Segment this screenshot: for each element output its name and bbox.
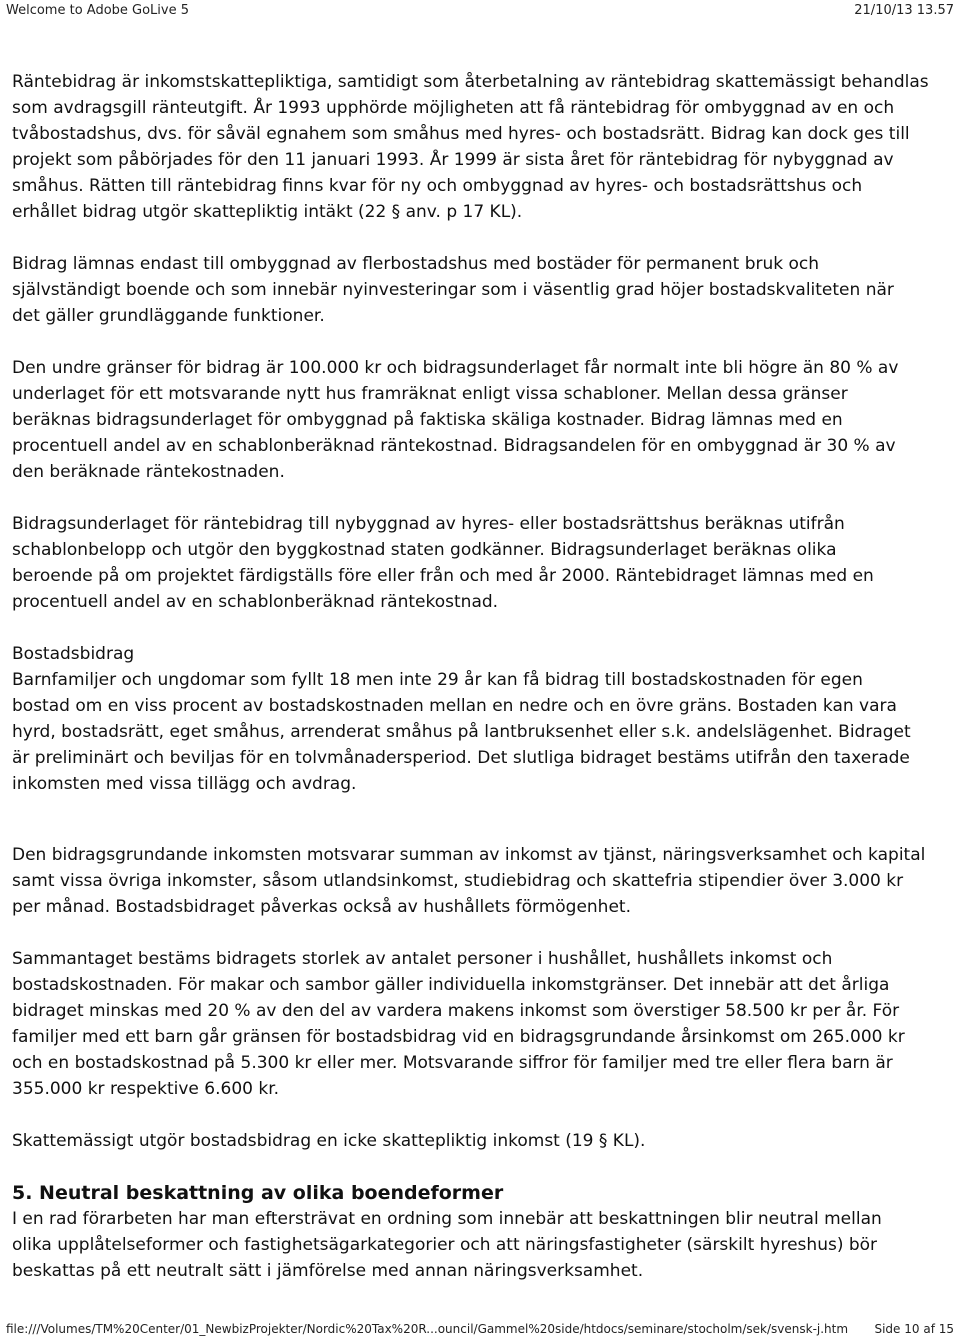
page-header [6, 0, 954, 20]
text-line: procentuell andel av en schablonberäknad räntekostnad. [12, 592, 499, 612]
text-line: hyrd, bostadsrätt, eget småhus, arrenderat småhus på lantbruksenhet eller s.k. andelslägenhet. Bidraget [12, 722, 911, 742]
text-line: beroende på om projektet färdigställs före eller från och med år 2000. Räntebidraget lämnas med en [12, 566, 874, 586]
subheading-bostadsbidrag: Bostadsbidrag [12, 644, 135, 664]
paragraph-rantebidrag-skatt [12, 69, 948, 225]
text-line: det gäller grundläggande funktioner. [12, 306, 325, 326]
text-line: den beräknade räntekostnaden. [12, 462, 285, 482]
text-line: Sammantaget bestäms bidragets storlek av antalet personer i hushållet, hushållets inkomst och [12, 949, 833, 969]
paragraph-neutral-beskattning [12, 1206, 948, 1284]
text-line: bidraget minskas med 20 % av den del av vardera makens inkomst som överstiger 58.500 kr per år. För [12, 1001, 900, 1021]
text-line: är preliminärt och beviljas för en tolvmånadersperiod. Det slutliga bidraget bestäms utifrån den taxerade [12, 748, 910, 768]
text-line: beräknas bidragsunderlaget för ombyggnad på faktiska skäliga kostnader. Bidrag lämnas med en [12, 410, 843, 430]
text-line: självständigt boende och som innebär nyinvesteringar som i väsentlig grad höjer bostadskvaliteten när [12, 280, 894, 300]
text-line: Den bidragsgrundande inkomsten motsvarar summan av inkomst av tjänst, näringsverksamhet och kapital [12, 845, 926, 865]
text-line: som avdragsgill ränteutgift. År 1993 upphörde möjligheten att få räntebidrag för ombyggnad av en och [12, 98, 895, 118]
text-line: projekt som påbörjades för den 11 januari 1993. År 1999 är sista året för räntebidrag för nybyggnad av [12, 150, 894, 170]
text-line: Bidrag lämnas endast till ombyggnad av flerbostadshus med bostäder för permanent bruk och [12, 254, 820, 274]
text-line: samt vissa övriga inkomster, såsom utlandsinkomst, studiebidrag och skattefria stipendier över 3.000 kr [12, 871, 904, 891]
text-line: olika upplåtelseformer och fastighetsägarkategorier och att näringsfastigheter (särskilt hyreshus) bör [12, 1235, 878, 1255]
text-line: Barnfamiljer och ungdomar som fyllt 18 men inte 29 år kan få bidrag till bostadskostnaden för egen [12, 670, 863, 690]
text-line: Bidragsunderlaget för räntebidrag till nybyggnad av hyres- eller bostadsrättshus beräknas utifrån [12, 514, 845, 534]
text-line: underlaget för ett motsvarande nytt hus framräknat enligt vissa schabloner. Mellan dessa gränser [12, 384, 848, 404]
text-line: beskattas på ett neutralt sätt i jämförelse med annan näringsverksamhet. [12, 1261, 644, 1281]
print-datetime: 21/10/13 13.57 [854, 3, 954, 18]
paragraph-bostadsbidrag [12, 641, 948, 797]
text-line: och en bostadskostnad på 5.300 kr eller mer. Motsvarande siffror för familjer med tre eller flera barn är [12, 1053, 893, 1073]
text-line: Skattemässigt utgör bostadsbidrag en icke skattepliktig inkomst (19 § KL). [12, 1131, 646, 1151]
text-line: småhus. Rätten till räntebidrag finns kvar för ny och ombyggnad av hyres- och bostadsrättshus och [12, 176, 863, 196]
paragraph-bidragsunderlag [12, 355, 948, 485]
text-line: inkomsten med vissa tillägg och avdrag. [12, 774, 357, 794]
paragraph-nybyggnad [12, 511, 948, 615]
text-line: tvåbostadshus, dvs. för såväl egnahem som småhus med hyres- och bostadsrätt. Bidrag kan dock ges till [12, 124, 910, 144]
paragraph-bidragsgrundande-inkomst [12, 842, 948, 920]
paragraph-bidragets-storlek [12, 946, 948, 1102]
window-title: Welcome to Adobe GoLive 5 [6, 3, 190, 18]
document-body [12, 69, 948, 1284]
text-line: Den undre gränser för bidrag är 100.000 kr och bidragsunderlaget får normalt inte bli högre än 80 % av [12, 358, 899, 378]
paragraph-skattefrihet [12, 1128, 948, 1154]
page-number: Side 10 af 15 [874, 1322, 954, 1336]
text-line: familjer med ett barn går gränsen för bostadsbidrag vid en bidragsgrundande årsinkomst om 265.000 kr [12, 1027, 905, 1047]
text-line: schablonbelopp och utgör den byggkostnad staten godkänner. Bidragsunderlaget beräknas olika [12, 540, 837, 560]
text-line: I en rad förarbeten har man eftersträvat en ordning som innebär att beskattningen blir neutral mellan [12, 1209, 882, 1229]
text-line: erhållet bidrag utgör skattepliktig intäkt (22 § anv. p 17 KL). [12, 202, 523, 222]
text-line: per månad. Bostadsbidraget påverkas också av hushållets förmögenhet. [12, 897, 631, 917]
file-url: file:///Volumes/TM%20Center/01_NewbizProjekter/Nordic%20Tax%20R...ouncil/Gammel%20side/htdocs/seminare/stocholm/sek/svensk-j.htm [6, 1322, 849, 1336]
section-heading: 5. Neutral beskattning av olika boendeformer [12, 1182, 504, 1204]
text-line: bostad om en viss procent av bostadskostnaden mellan en nedre och en övre gräns. Bostaden kan vara [12, 696, 897, 716]
page-footer [6, 1319, 954, 1341]
text-line: procentuell andel av en schablonberäknad räntekostnad. Bidragsandelen för en ombyggnad är 30 % av [12, 436, 896, 456]
paragraph-ombyggnad [12, 251, 948, 329]
text-line: bostadskostnaden. För makar och sambor gäller individuella inkomstgränser. Det innebär att det årliga [12, 975, 890, 995]
text-line: 355.000 kr respektive 6.600 kr. [12, 1079, 280, 1099]
text-line: Räntebidrag är inkomstskattepliktiga, samtidigt som återbetalning av räntebidrag skattemässigt behandlas [12, 72, 929, 92]
